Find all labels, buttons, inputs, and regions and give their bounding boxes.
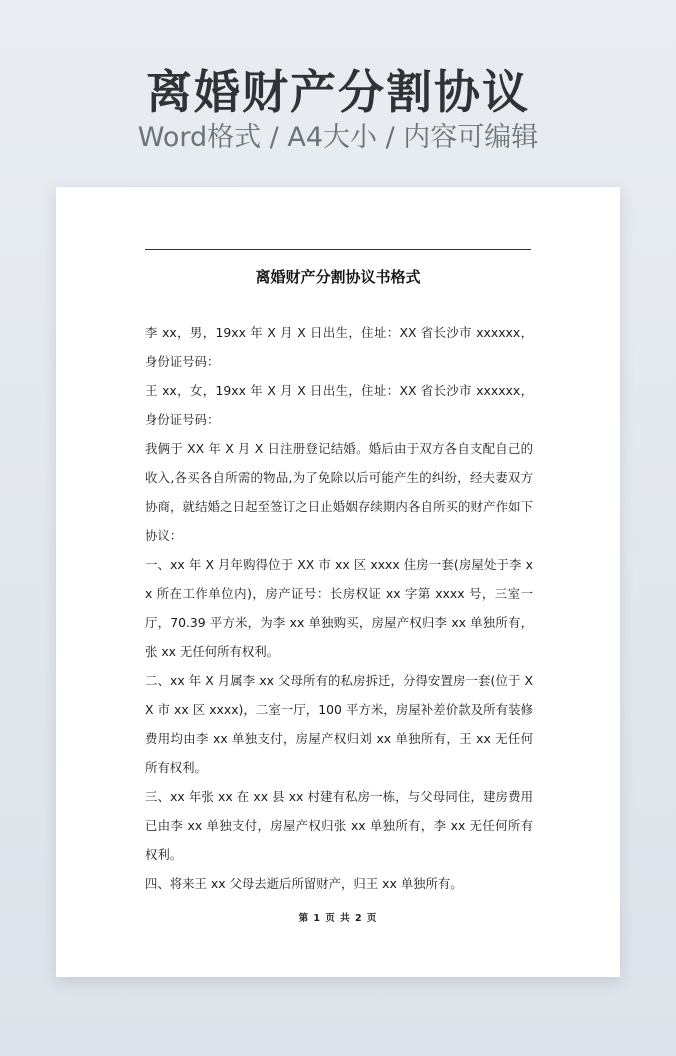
banner-title: 离婚财产分割协议	[146, 65, 530, 119]
paragraph-clause-1: 一、xx 年 X 月年购得位于 XX 市 xx 区 xxxx 住房一套(房屋处于李 xx 所在工作单位内)，房产证号：长房权证 xx 字第 xxxx 号，三室一厅，70.39 平方米，为李 xx 单独购买，房屋产权归李 xx 单独所有，张 xx 无任何所有权利。	[145, 557, 533, 659]
paragraph-party-b: 王 xx，女，19xx 年 X 月 X 日出生，住址：XX 省长沙市 xxxxxx，身份证号码：	[145, 383, 533, 427]
paragraph-clause-3: 三、xx 年张 xx 在 xx 县 xx 村建有私房一栋，与父母同住，建房费用已由李 xx 单独支付，房屋产权归张 xx 单独所有，李 xx 无任何所有权利。	[145, 789, 533, 862]
header-rule	[145, 249, 531, 250]
document-title: 离婚财产分割协议书格式	[255, 268, 421, 286]
paragraph-clause-2: 二、xx 年 X 月属李 xx 父母所有的私房拆迁，分得安置房一套(位于 XX 市 xx 区 xxxx)，二室一厅，100 平方米，房屋补差价款及所有装修费用均由李 xx 单独支付，房屋产权归刘 xx 单独所有，王 xx 无任何所有权利。	[145, 673, 533, 775]
banner-subtitle: Word格式 / A4大小 / 内容可编辑	[137, 122, 539, 153]
paragraph-preamble: 我俩于 XX 年 X 月 X 日注册登记结婚。婚后由于双方各自支配自己的收入,各买各自所需的物品,为了免除以后可能产生的纠纷，经夫妻双方协商，就结婚之日起至签订之日止婚姻存续期内各自所买的财产作如下协议：	[145, 441, 533, 543]
page-number: 第 1 页 共 2 页	[298, 913, 378, 924]
document-body	[145, 318, 533, 898]
document-page	[56, 187, 620, 977]
paragraph-party-a: 李 xx，男，19xx 年 X 月 X 日出生，住址：XX 省长沙市 xxxxxx，身份证号码：	[145, 325, 533, 369]
paragraph-clause-4: 四、将来王 xx 父母去逝后所留财产，归王 xx 单独所有。	[145, 876, 463, 891]
